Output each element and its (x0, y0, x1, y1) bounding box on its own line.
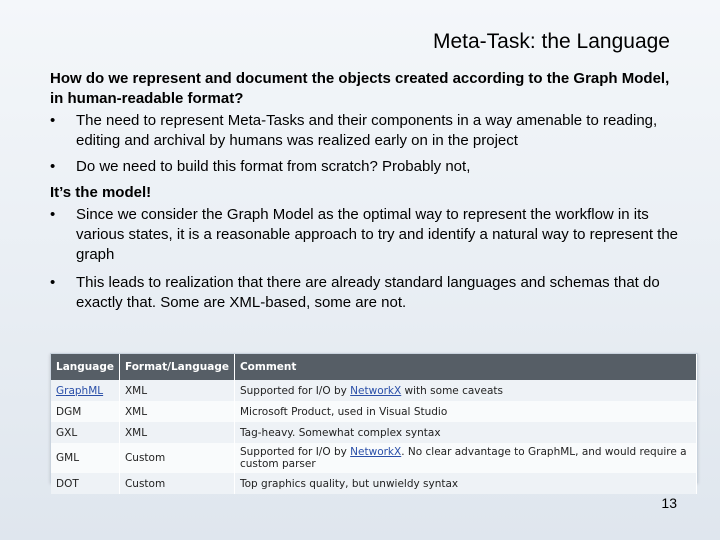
section-heading-representation: How do we represent and document the objects created according to the Graph Model, in human-readable format? (50, 70, 670, 107)
cell-language: GXL (51, 422, 119, 443)
cell-comment: Supported for I/O by NetworkX with some caveats (234, 380, 696, 401)
cell-comment: Top graphics quality, but unwieldy syntax (234, 473, 696, 494)
section-heading-model: It’s the model! (50, 184, 152, 201)
cell-comment: Tag-heavy. Somewhat complex syntax (234, 422, 696, 443)
table-row (51, 380, 697, 401)
bullet-item (50, 111, 682, 151)
cell-language[interactable] (51, 380, 119, 401)
cell-comment: Supported for I/O by NetworkX. No clear advantage to GraphML, and would require a custom parser (234, 443, 696, 473)
column-header-format: Format/Language (119, 354, 234, 380)
bullet-dot: • (50, 158, 56, 175)
table-row (51, 422, 697, 443)
networkx-link[interactable]: NetworkX (350, 384, 402, 397)
bullet-item (50, 205, 682, 265)
cell-format: Custom (119, 473, 234, 494)
bullet-item (50, 157, 682, 177)
cell-format: Custom (119, 443, 234, 473)
table-row (51, 401, 697, 422)
bullet-text: Do we need to build this format from scratch? Probably not, (76, 158, 471, 175)
column-header-language: Language (51, 354, 119, 380)
cell-language: GML (51, 443, 119, 473)
slide-title: Meta-Task: the Language (433, 30, 670, 53)
table-row (51, 443, 697, 473)
language-link[interactable]: GraphML (56, 384, 104, 397)
slide-body (50, 69, 682, 313)
bullet-dot: • (50, 112, 56, 129)
bullet-dot: • (50, 206, 56, 223)
page-number: 13 (661, 495, 677, 511)
bullet-item (50, 273, 682, 313)
bullet-text: The need to represent Meta-Tasks and their components in a way amenable to reading, editing and archival by humans was realized early on in the project (76, 112, 658, 149)
column-header-comment: Comment (234, 354, 696, 380)
cell-format: XML (119, 401, 234, 422)
cell-language: DOT (51, 473, 119, 494)
bullet-text: Since we consider the Graph Model as the optimal way to represent the workflow in its various states, it is a reasonable approach to try and identify a natural way to represent the graph (76, 206, 679, 263)
table-header-row (51, 354, 697, 380)
bullet-text: This leads to realization that there are already standard languages and schemas that do exactly that. Some are XML-based, some are not. (76, 274, 660, 311)
table-row (51, 473, 697, 494)
cell-comment: Microsoft Product, used in Visual Studio (234, 401, 696, 422)
networkx-link[interactable]: NetworkX (350, 446, 402, 458)
cell-language: DGM (51, 401, 119, 422)
cell-format: XML (119, 380, 234, 401)
bullet-dot: • (50, 274, 56, 291)
cell-format: XML (119, 422, 234, 443)
language-comparison-table (50, 353, 698, 490)
